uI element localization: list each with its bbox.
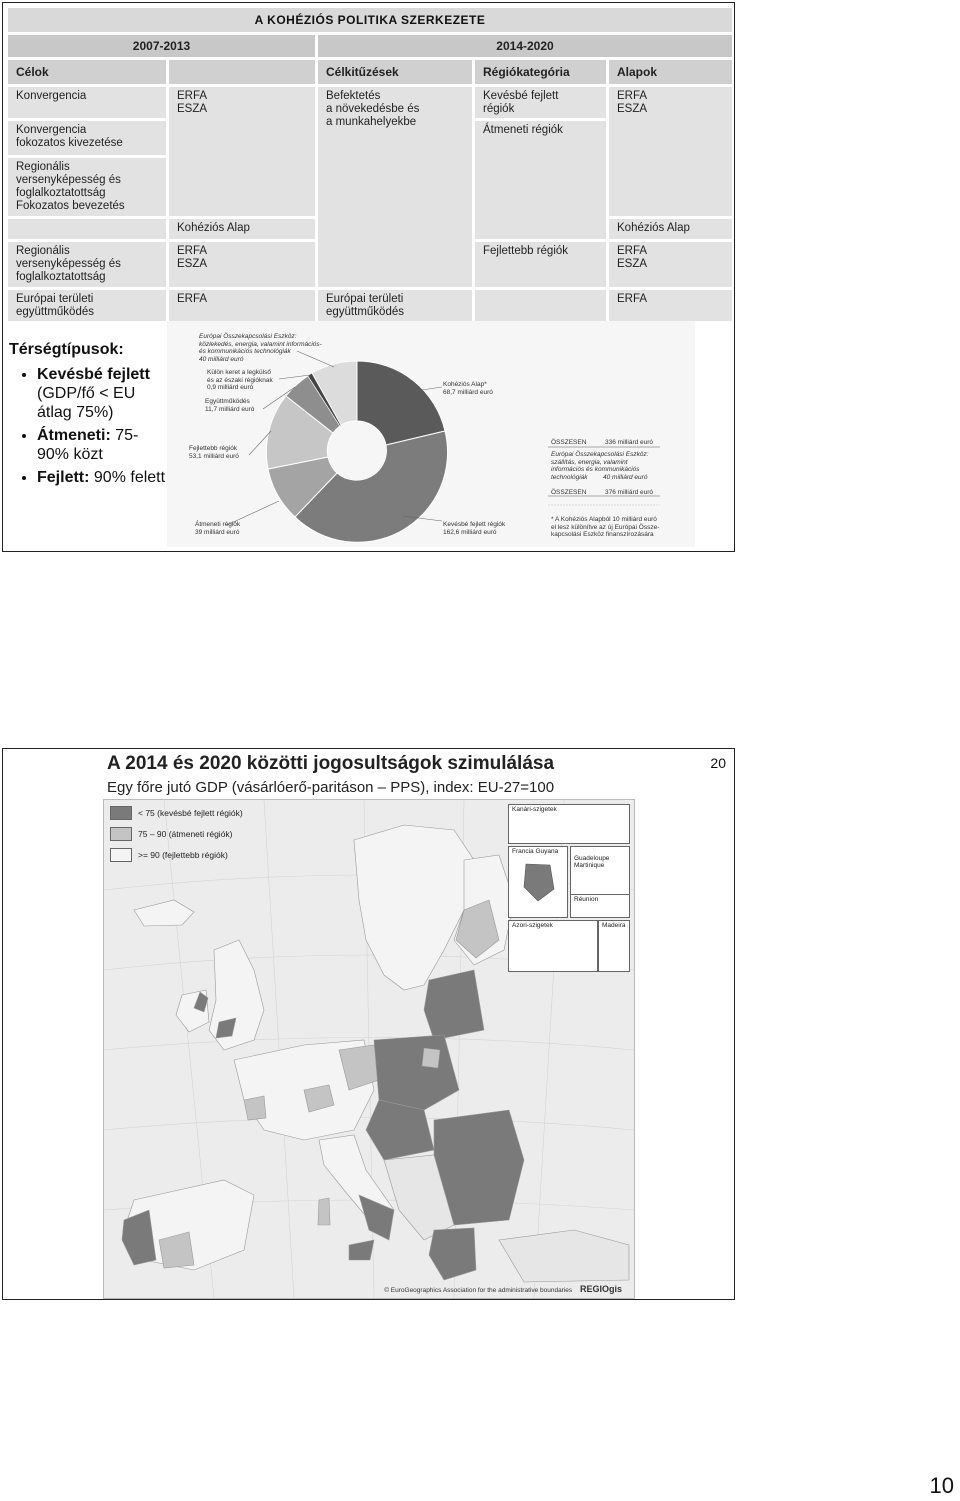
regiogis-logo: REGIOgis	[579, 1284, 622, 1294]
legend-swatch-transition	[110, 827, 132, 841]
period-2014-2020: 2014-2020	[318, 35, 732, 57]
list-item: • Fejlett: 90% felett	[37, 468, 169, 487]
slide-cohesion-policy	[2, 2, 735, 552]
inset-guadeloupe: Guadeloupe Martinique	[570, 846, 630, 918]
celok-konvergencia-kivezetes: Konvergencia fokozatos kivezetése	[8, 121, 166, 155]
osszesen1-value: 336 milliárd euró	[605, 439, 654, 446]
header-alapok: Alapok	[609, 60, 732, 84]
greece	[429, 1228, 476, 1280]
list-item: • Átmeneti: 75-90% közt	[37, 426, 169, 464]
celkituzes-eteh: Európai területi együttműködés	[318, 290, 472, 321]
eu-regions-map	[103, 799, 635, 1299]
label-fejlettebb: Fejlettebb régiók 53,1 milliárd euró	[189, 445, 239, 460]
warsaw-region	[422, 1048, 440, 1068]
label-atmeneti: Átmeneti régiók 39 milliárd euró	[195, 521, 241, 536]
osszesen2-label: ÖSSZESEN	[551, 489, 587, 496]
label-cef: Európai Összekapcsolási Eszköz: közlekedés, energia, valamint információs- és kommunikációs technológiák 40 milliárd euró	[199, 333, 322, 363]
celok-regionalis: Regionális versenyképesség és foglalkoztatottság	[8, 242, 166, 287]
celok-regionalis-bevezetes: Regionális versenyképesség és foglalkoztatottság Fokozatos bevezetés	[8, 158, 166, 216]
map-copyright: © EuroGeographics Association for the administrative boundaries REGIOgis	[384, 1284, 622, 1294]
celok-eteh: Európai területi együttműködés	[8, 290, 166, 321]
osszesen1-label: ÖSSZESEN	[551, 439, 587, 446]
inset-azori: Azori-szigetek	[508, 920, 598, 972]
celok-blank	[8, 219, 166, 239]
poland	[374, 1035, 459, 1110]
alap-right-erfa: ERFA	[609, 290, 732, 321]
region-types-text	[9, 340, 169, 491]
regio-blank	[475, 290, 606, 321]
sardinia	[318, 1198, 330, 1225]
header-regiokategoria: Régiókategória	[475, 60, 606, 84]
inset-guyana: Francia Guyana	[508, 846, 568, 918]
france-transition-b	[244, 1096, 266, 1120]
legend-item: < 75 (kevésbé fejlett régiók)	[110, 806, 243, 820]
regio-kevesbe-fejlett: Kevésbé fejlett régiók	[475, 87, 606, 118]
header-celkituzesek: Célkitűzések	[318, 60, 472, 84]
celok-konvergencia: Konvergencia	[8, 87, 166, 118]
slide-eligibility-map	[2, 748, 735, 1300]
map-subtitle: Egy főre jutó GDP (vásárlóerő-paritáson – PPS), index: EU-27=100	[107, 779, 555, 796]
donut-hole	[328, 422, 386, 480]
legend-item: 75 – 90 (átmeneti régiók)	[110, 827, 243, 841]
cef-note: Európai Összekapcsolási Eszköz: szállítás, energia, valamint információs és kommunikációs technológiák	[551, 451, 649, 481]
alap-left-kohezios: Kohéziós Alap	[169, 219, 315, 239]
sicily	[349, 1240, 374, 1260]
inset-madeira: Madeira	[598, 920, 630, 972]
turkey	[499, 1230, 629, 1282]
label-kulon-keret: Külön keret a legkülső és az északi régióknak 0,9 milliárd euró	[207, 369, 273, 391]
period-2007-2013: 2007-2013	[8, 35, 315, 57]
legend-swatch-less-developed	[110, 806, 132, 820]
map-legend	[110, 806, 243, 869]
cef-value: 40 milliárd euró	[603, 474, 648, 481]
alap-left-erfa: ERFA	[169, 290, 315, 321]
inset-reunion: Réunion	[570, 894, 630, 918]
alap-left-erfa-esza-2: ERFA ESZA	[169, 242, 315, 287]
label-egyuttmukodes: Együttműködés 11,7 milliárd euró	[205, 398, 255, 413]
map-title: A 2014 és 2020 közötti jogosultságok szimulálása	[107, 753, 555, 774]
guyana-shape	[518, 859, 558, 904]
legend-swatch-more-developed	[110, 848, 132, 862]
alap-right-erfa-esza: ERFA ESZA	[609, 87, 732, 216]
regio-fejlettebb: Fejlettebb régiók	[475, 242, 606, 287]
header-blank-left	[169, 60, 315, 84]
footnote: * A Kohéziós Alapból 10 milliárd euró el lesz különítve az új Európai Össze- kapcsolási Eszköz finanszírozására	[551, 516, 660, 538]
alap-right-erfa-esza-2: ERFA ESZA	[609, 242, 732, 287]
alap-right-kohezios: Kohéziós Alap	[609, 219, 732, 239]
label-kevesbe-fejlett: Kevésbé fejlett régiók 162,6 milliárd euró	[443, 521, 506, 536]
celkituzes-befektetes: Befektetés a növekedésbe és a munkahelyekbe	[318, 87, 472, 287]
region-types-title: Térségtípusok:	[9, 341, 124, 358]
region-types-list	[9, 365, 169, 487]
scandinavia	[354, 825, 474, 990]
baltic-states	[424, 970, 484, 1040]
table-title: A KOHÉZIÓS POLITIKA SZERKEZETE	[8, 8, 732, 32]
inset-kanari: Kanári-szigetek	[508, 804, 630, 844]
osszesen2-value: 376 milliárd euró	[605, 489, 654, 496]
header-celok: Célok	[8, 60, 166, 84]
regio-atmeneti: Átmeneti régiók	[475, 121, 606, 239]
legend-item: >= 90 (fejlettebb régiók)	[110, 848, 243, 862]
page-number: 10	[929, 1473, 954, 1498]
alap-left-erfa-esza: ERFA ESZA	[169, 87, 315, 216]
slide-number: 20	[710, 755, 726, 771]
budget-donut-chart	[167, 321, 695, 547]
list-item: • Kevésbé fejlett (GDP/fő < EU átlag 75%)	[37, 365, 169, 422]
label-kohezios-alap: Kohéziós Alap* 68,7 milliárd euró	[443, 381, 493, 396]
iceland	[134, 900, 194, 926]
